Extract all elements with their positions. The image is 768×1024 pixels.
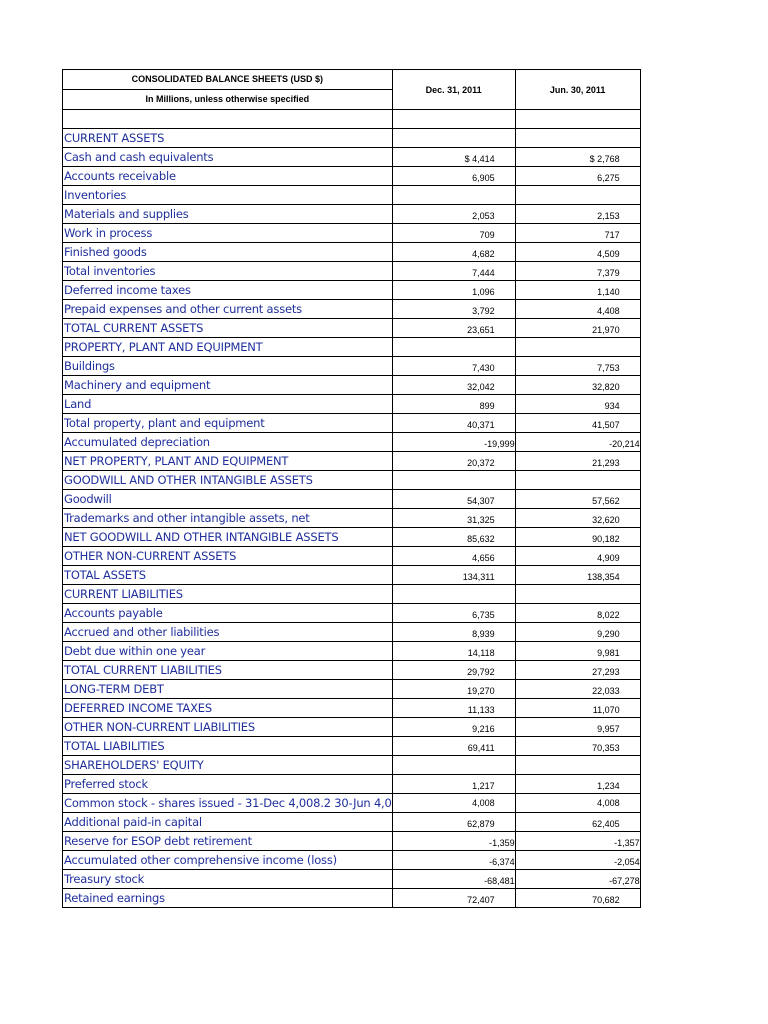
value-jun-2011: -67,278 <box>515 870 640 889</box>
row-label: Machinery and equipment <box>63 376 393 395</box>
value-jun-2011 <box>515 471 640 490</box>
value-dec-2011: 1,217 <box>392 775 515 794</box>
value-jun-2011: 11,070 <box>515 699 640 718</box>
value-dec-2011: 54,307 <box>392 490 515 509</box>
row-label: Deferred income taxes <box>63 281 393 300</box>
value-jun-2011 <box>515 129 640 148</box>
value-dec-2011: 20,372 <box>392 452 515 471</box>
row-label: CURRENT LIABILITIES <box>63 585 393 604</box>
spacer-cell <box>392 110 515 129</box>
column-header-jun-2011: Jun. 30, 2011 <box>515 70 640 110</box>
row-label: Prepaid expenses and other current assets <box>63 300 393 319</box>
row-label: Total property, plant and equipment <box>63 414 393 433</box>
value-jun-2011: 32,820 <box>515 376 640 395</box>
value-dec-2011: 8,939 <box>392 623 515 642</box>
row-label: Additional paid-in capital <box>63 813 393 832</box>
row-label: TOTAL ASSETS <box>63 566 393 585</box>
value-jun-2011: -2,054 <box>515 851 640 870</box>
row-label: NET GOODWILL AND OTHER INTANGIBLE ASSETS <box>63 528 393 547</box>
table-row <box>63 300 641 319</box>
row-label: Materials and supplies <box>63 205 393 224</box>
value-dec-2011: 7,444 <box>392 262 515 281</box>
row-label: Goodwill <box>63 490 393 509</box>
value-dec-2011: 4,682 <box>392 243 515 262</box>
table-row <box>63 623 641 642</box>
row-label: Common stock - shares issued - 31-Dec 4,008.2 30-Jun 4,0 <box>63 794 393 813</box>
row-label: Accounts payable <box>63 604 393 623</box>
table-row <box>63 585 641 604</box>
table-row <box>63 737 641 756</box>
value-dec-2011: 709 <box>392 224 515 243</box>
value-dec-2011 <box>392 129 515 148</box>
table-row <box>63 718 641 737</box>
table-row <box>63 129 641 148</box>
balance-sheet-table <box>62 69 641 908</box>
value-jun-2011: 4,509 <box>515 243 640 262</box>
value-jun-2011: 32,620 <box>515 509 640 528</box>
value-jun-2011: 9,290 <box>515 623 640 642</box>
table-row <box>63 433 641 452</box>
spacer-cell <box>63 110 393 129</box>
table-row <box>63 566 641 585</box>
header-row-title <box>63 70 641 90</box>
row-label: Work in process <box>63 224 393 243</box>
value-dec-2011: 6,735 <box>392 604 515 623</box>
column-header-dec-2011: Dec. 31, 2011 <box>392 70 515 110</box>
value-dec-2011: 11,133 <box>392 699 515 718</box>
value-jun-2011: 22,033 <box>515 680 640 699</box>
table-row <box>63 832 641 851</box>
table-row <box>63 794 641 813</box>
table-row <box>63 547 641 566</box>
value-dec-2011: -19,999 <box>392 433 515 452</box>
value-dec-2011: 32,042 <box>392 376 515 395</box>
sheet-title: CONSOLIDATED BALANCE SHEETS (USD $) <box>63 70 393 90</box>
row-label: Buildings <box>63 357 393 376</box>
value-jun-2011: $ 2,768 <box>515 148 640 167</box>
value-dec-2011: 19,270 <box>392 680 515 699</box>
row-label: PROPERTY, PLANT AND EQUIPMENT <box>63 338 393 357</box>
table-row <box>63 148 641 167</box>
table-row <box>63 490 641 509</box>
table-row <box>63 357 641 376</box>
value-dec-2011: 23,651 <box>392 319 515 338</box>
table-row <box>63 528 641 547</box>
value-jun-2011: 2,153 <box>515 205 640 224</box>
row-label: Accounts receivable <box>63 167 393 186</box>
value-dec-2011 <box>392 338 515 357</box>
value-jun-2011: 4,408 <box>515 300 640 319</box>
row-label: Debt due within one year <box>63 642 393 661</box>
value-jun-2011: 21,293 <box>515 452 640 471</box>
row-label: TOTAL CURRENT LIABILITIES <box>63 661 393 680</box>
row-label: Treasury stock <box>63 870 393 889</box>
value-jun-2011: 27,293 <box>515 661 640 680</box>
row-label: TOTAL LIABILITIES <box>63 737 393 756</box>
row-label: Reserve for ESOP debt retirement <box>63 832 393 851</box>
row-label: NET PROPERTY, PLANT AND EQUIPMENT <box>63 452 393 471</box>
row-label: LONG-TERM DEBT <box>63 680 393 699</box>
value-dec-2011: -1,359 <box>392 832 515 851</box>
value-jun-2011: 9,957 <box>515 718 640 737</box>
value-jun-2011: 4,909 <box>515 547 640 566</box>
table-row <box>63 813 641 832</box>
value-jun-2011: 9,981 <box>515 642 640 661</box>
value-dec-2011: 7,430 <box>392 357 515 376</box>
value-dec-2011: 4,656 <box>392 547 515 566</box>
value-jun-2011: 62,405 <box>515 813 640 832</box>
value-dec-2011: 2,053 <box>392 205 515 224</box>
value-dec-2011: 134,311 <box>392 566 515 585</box>
table-row <box>63 281 641 300</box>
value-dec-2011: -6,374 <box>392 851 515 870</box>
value-jun-2011: 70,353 <box>515 737 640 756</box>
table-row <box>63 889 641 908</box>
table-row <box>63 851 641 870</box>
value-jun-2011: 70,682 <box>515 889 640 908</box>
value-jun-2011: 4,008 <box>515 794 640 813</box>
table-row <box>63 262 641 281</box>
row-label: Accumulated depreciation <box>63 433 393 452</box>
row-label: OTHER NON-CURRENT ASSETS <box>63 547 393 566</box>
table-row <box>63 870 641 889</box>
sheet-subtitle: In Millions, unless otherwise specified <box>63 90 393 110</box>
row-label: Accumulated other comprehensive income (loss) <box>63 851 393 870</box>
value-jun-2011: 8,022 <box>515 604 640 623</box>
table-row <box>63 186 641 205</box>
value-dec-2011: $ 4,414 <box>392 148 515 167</box>
value-jun-2011: 1,234 <box>515 775 640 794</box>
table-row <box>63 604 641 623</box>
value-dec-2011: 1,096 <box>392 281 515 300</box>
table-row <box>63 661 641 680</box>
value-dec-2011: 69,411 <box>392 737 515 756</box>
value-dec-2011: 899 <box>392 395 515 414</box>
value-jun-2011 <box>515 585 640 604</box>
value-dec-2011: 62,879 <box>392 813 515 832</box>
value-dec-2011: 31,325 <box>392 509 515 528</box>
value-dec-2011 <box>392 756 515 775</box>
table-row <box>63 243 641 262</box>
spacer-cell <box>515 110 640 129</box>
value-dec-2011: 4,008 <box>392 794 515 813</box>
row-label: SHAREHOLDERS' EQUITY <box>63 756 393 775</box>
table-row <box>63 775 641 794</box>
table-row <box>63 167 641 186</box>
row-label: Cash and cash equivalents <box>63 148 393 167</box>
table-row <box>63 205 641 224</box>
value-jun-2011: 717 <box>515 224 640 243</box>
table-row <box>63 338 641 357</box>
table-row <box>63 680 641 699</box>
value-dec-2011: 6,905 <box>392 167 515 186</box>
value-jun-2011: 90,182 <box>515 528 640 547</box>
value-dec-2011 <box>392 585 515 604</box>
table-row <box>63 699 641 718</box>
table-row <box>63 224 641 243</box>
row-label: Land <box>63 395 393 414</box>
row-label: Preferred stock <box>63 775 393 794</box>
row-label: DEFERRED INCOME TAXES <box>63 699 393 718</box>
value-jun-2011: 57,562 <box>515 490 640 509</box>
value-jun-2011: 7,379 <box>515 262 640 281</box>
table-row <box>63 414 641 433</box>
table-row <box>63 471 641 490</box>
row-label: Finished goods <box>63 243 393 262</box>
value-jun-2011: 21,970 <box>515 319 640 338</box>
table-row <box>63 642 641 661</box>
value-dec-2011 <box>392 186 515 205</box>
value-dec-2011: 29,792 <box>392 661 515 680</box>
value-jun-2011: 138,354 <box>515 566 640 585</box>
table-row <box>63 756 641 775</box>
table-row <box>63 509 641 528</box>
spacer-row <box>63 110 641 129</box>
value-jun-2011: -1,357 <box>515 832 640 851</box>
value-jun-2011: -20,214 <box>515 433 640 452</box>
value-jun-2011: 6,275 <box>515 167 640 186</box>
row-label: TOTAL CURRENT ASSETS <box>63 319 393 338</box>
value-dec-2011: -68,481 <box>392 870 515 889</box>
row-label: Retained earnings <box>63 889 393 908</box>
value-jun-2011: 41,507 <box>515 414 640 433</box>
value-dec-2011: 85,632 <box>392 528 515 547</box>
table-row <box>63 395 641 414</box>
row-label: CURRENT ASSETS <box>63 129 393 148</box>
table-row <box>63 452 641 471</box>
row-label: GOODWILL AND OTHER INTANGIBLE ASSETS <box>63 471 393 490</box>
value-dec-2011 <box>392 471 515 490</box>
value-jun-2011 <box>515 186 640 205</box>
value-dec-2011: 3,792 <box>392 300 515 319</box>
row-label: Inventories <box>63 186 393 205</box>
row-label: Total inventories <box>63 262 393 281</box>
table-row <box>63 319 641 338</box>
value-jun-2011 <box>515 338 640 357</box>
value-dec-2011: 40,371 <box>392 414 515 433</box>
value-jun-2011: 7,753 <box>515 357 640 376</box>
row-label: OTHER NON-CURRENT LIABILITIES <box>63 718 393 737</box>
value-jun-2011: 934 <box>515 395 640 414</box>
value-dec-2011: 9,216 <box>392 718 515 737</box>
row-label: Trademarks and other intangible assets, net <box>63 509 393 528</box>
table-row <box>63 376 641 395</box>
value-dec-2011: 14,118 <box>392 642 515 661</box>
value-jun-2011 <box>515 756 640 775</box>
row-label: Accrued and other liabilities <box>63 623 393 642</box>
value-jun-2011: 1,140 <box>515 281 640 300</box>
value-dec-2011: 72,407 <box>392 889 515 908</box>
